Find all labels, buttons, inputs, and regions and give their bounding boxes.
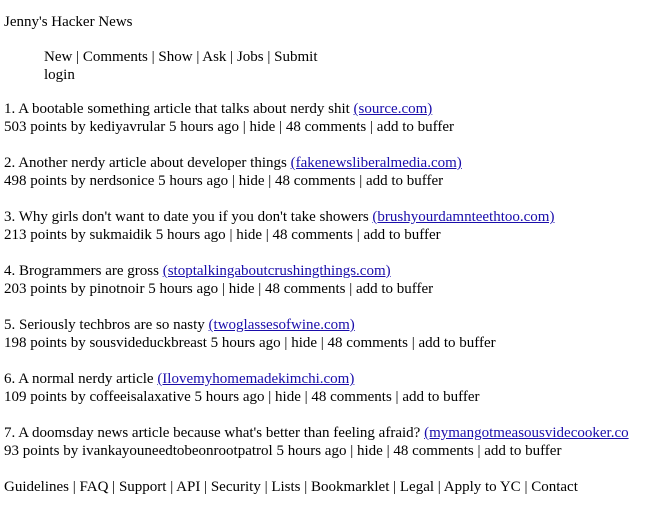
- story-user[interactable]: coffeeisalaxative: [89, 389, 191, 405]
- top-nav: [44, 48, 318, 84]
- story-by-label: by: [70, 335, 86, 351]
- story-rank: 7.: [4, 425, 16, 441]
- story-source-link[interactable]: (stoptalkingaboutcrushingthings.com): [162, 263, 391, 279]
- story-age[interactable]: 5 hours ago: [158, 173, 229, 189]
- story-points: 498 points: [4, 173, 67, 189]
- story-by-label: by: [70, 119, 86, 135]
- story-buffer-link[interactable]: add to buffer: [376, 119, 454, 135]
- meta-separator: |: [268, 173, 272, 189]
- story-meta: [4, 118, 670, 136]
- story-buffer-link[interactable]: add to buffer: [418, 335, 496, 351]
- story-title[interactable]: Seriously techbros are so nasty: [19, 317, 205, 333]
- story-comments-link[interactable]: 48 comments: [327, 335, 408, 351]
- footer-security[interactable]: Security: [210, 479, 261, 495]
- meta-separator: |: [304, 389, 308, 405]
- story-by-label: by: [70, 227, 86, 243]
- nav-separator: |: [267, 49, 275, 65]
- site-title[interactable]: Jenny's Hacker News: [4, 14, 133, 30]
- story-list: [4, 100, 670, 478]
- footer-separator: |: [393, 479, 400, 495]
- story-buffer-link[interactable]: add to buffer: [484, 443, 562, 459]
- nav-separator: |: [76, 49, 83, 65]
- meta-separator: |: [284, 335, 288, 351]
- story-source-link[interactable]: (Ilovemyhomemadekimchi.com): [157, 371, 355, 387]
- story-hide-link[interactable]: hide: [249, 119, 276, 135]
- story-meta: [4, 280, 670, 298]
- story-title[interactable]: Brogrammers are gross: [19, 263, 159, 279]
- story-source-link[interactable]: (twoglassesofwine.com): [208, 317, 355, 333]
- story-rank: 2.: [4, 155, 16, 171]
- meta-separator: |: [370, 119, 374, 135]
- story-buffer-link[interactable]: add to buffer: [355, 281, 434, 297]
- story-item: [4, 424, 670, 478]
- footer-separator: |: [72, 479, 80, 495]
- story-rank: 3.: [4, 209, 16, 225]
- story-title[interactable]: Another nerdy article about developer things: [18, 155, 287, 171]
- meta-separator: |: [265, 227, 269, 243]
- meta-separator: |: [359, 173, 363, 189]
- story-hide-link[interactable]: hide: [228, 281, 255, 297]
- footer-apply-to-yc[interactable]: Apply to YC: [443, 479, 521, 495]
- nav-separator: |: [196, 49, 203, 65]
- story-meta: [4, 172, 670, 190]
- story-by-label: by: [70, 389, 86, 405]
- story-by-label: by: [70, 173, 86, 189]
- footer-api[interactable]: API: [176, 479, 201, 495]
- story-user[interactable]: pinotnoir: [89, 281, 145, 297]
- meta-separator: |: [231, 173, 235, 189]
- meta-separator: |: [221, 281, 225, 297]
- footer-separator: |: [170, 479, 177, 495]
- story-points: 213 points: [4, 227, 67, 243]
- story-age[interactable]: 5 hours ago: [276, 443, 347, 459]
- story-title[interactable]: A normal nerdy article: [18, 371, 154, 387]
- story-age[interactable]: 5 hours ago: [169, 119, 239, 135]
- story-buffer-link[interactable]: add to buffer: [365, 173, 444, 189]
- meta-separator: |: [411, 335, 415, 351]
- story-meta: [4, 226, 670, 244]
- story-rank: 4.: [4, 263, 16, 279]
- nav-ask[interactable]: Ask: [202, 49, 227, 65]
- story-comments-link[interactable]: 48 comments: [272, 227, 353, 243]
- story-item: [4, 154, 670, 208]
- story-item: [4, 100, 670, 154]
- meta-separator: |: [258, 281, 262, 297]
- story-rank: 6.: [4, 371, 16, 387]
- meta-separator: |: [242, 119, 246, 135]
- story-comments-link[interactable]: 48 comments: [393, 443, 474, 459]
- meta-separator: |: [279, 119, 283, 135]
- story-age[interactable]: 5 hours ago: [148, 281, 219, 297]
- story-user[interactable]: nerdsonice: [89, 173, 155, 189]
- footer-guidelines[interactable]: Guidelines: [4, 479, 69, 495]
- footer-separator: |: [112, 479, 119, 495]
- story-meta: [4, 388, 670, 406]
- story-age[interactable]: 5 hours ago: [194, 389, 265, 405]
- footer-separator: |: [437, 479, 444, 495]
- nav-comments[interactable]: Comments: [82, 49, 148, 65]
- story-meta: [4, 442, 670, 460]
- nav-submit[interactable]: Submit: [274, 49, 318, 65]
- footer-legal[interactable]: Legal: [399, 479, 435, 495]
- story-points: 93 points: [4, 443, 60, 459]
- story-buffer-link[interactable]: add to buffer: [402, 389, 480, 405]
- story-item: [4, 262, 670, 316]
- story-item: [4, 316, 670, 370]
- story-hide-link[interactable]: hide: [275, 389, 301, 405]
- story-item: [4, 370, 670, 424]
- footer-links: [4, 479, 578, 496]
- login-link[interactable]: login: [44, 67, 75, 83]
- story-meta: [4, 334, 670, 352]
- story-comments-link[interactable]: 48 comments: [265, 281, 346, 297]
- footer-support[interactable]: Support: [118, 479, 167, 495]
- story-hide-link[interactable]: hide: [236, 227, 263, 243]
- footer-separator: |: [204, 479, 211, 495]
- story-source-link[interactable]: (brushyourdamnteethtoo.com): [372, 209, 555, 225]
- footer-faq[interactable]: FAQ: [79, 479, 109, 495]
- story-points: 109 points: [4, 389, 67, 405]
- story-hide-link[interactable]: hide: [356, 443, 383, 459]
- meta-separator: |: [356, 227, 360, 243]
- story-source-link[interactable]: (mymangotmeasousvidecooker.co: [424, 425, 629, 441]
- story-title[interactable]: A doomsday news article because what's better than feeling afraid?: [18, 425, 421, 441]
- story-rank: 1.: [4, 101, 16, 117]
- nav-separator: |: [151, 49, 159, 65]
- footer-separator: |: [524, 479, 532, 495]
- nav-links-row: [44, 48, 318, 66]
- story-source-link[interactable]: (fakenewsliberalmedia.com): [290, 155, 462, 171]
- meta-separator: |: [395, 389, 399, 405]
- story-hide-link[interactable]: hide: [238, 173, 265, 189]
- footer-contact[interactable]: Contact: [531, 479, 578, 495]
- story-by-label: by: [70, 281, 86, 297]
- story-user[interactable]: ivankayouneedtobeonrootpatrol: [81, 443, 273, 459]
- story-user[interactable]: kediyavrular: [89, 119, 166, 135]
- story-buffer-link[interactable]: add to buffer: [363, 227, 441, 243]
- meta-separator: |: [320, 335, 324, 351]
- footer-separator: |: [264, 479, 272, 495]
- story-comments-link[interactable]: 48 comments: [275, 173, 356, 189]
- story-source-link[interactable]: (source.com): [353, 101, 433, 117]
- story-user[interactable]: sukmaidik: [89, 227, 152, 243]
- story-item: [4, 208, 670, 262]
- meta-separator: |: [386, 443, 390, 459]
- meta-separator: |: [268, 389, 272, 405]
- story-rank: 5.: [4, 317, 16, 333]
- story-by-label: by: [63, 443, 79, 459]
- nav-separator: |: [230, 49, 237, 65]
- nav-jobs[interactable]: Jobs: [236, 49, 264, 65]
- story-points: 198 points: [4, 335, 67, 351]
- footer-bookmarklet[interactable]: Bookmarklet: [311, 479, 390, 495]
- story-comments-link[interactable]: 48 comments: [311, 389, 392, 405]
- story-title[interactable]: Why girls don't want to date you if you don't take showers: [18, 209, 369, 225]
- story-age[interactable]: 5 hours ago: [210, 335, 281, 351]
- nav-new[interactable]: New: [44, 49, 73, 65]
- meta-separator: |: [229, 227, 233, 243]
- story-user[interactable]: sousvideduckbreast: [89, 335, 207, 351]
- footer-separator: |: [304, 479, 312, 495]
- story-title[interactable]: A bootable something article that talks about nerdy shit: [18, 101, 350, 117]
- story-comments-link[interactable]: 48 comments: [285, 119, 367, 135]
- story-points: 203 points: [4, 281, 67, 297]
- meta-separator: |: [477, 443, 481, 459]
- story-age[interactable]: 5 hours ago: [155, 227, 226, 243]
- story-hide-link[interactable]: hide: [291, 335, 318, 351]
- footer-lists[interactable]: Lists: [271, 479, 301, 495]
- story-points: 503 points: [4, 119, 67, 135]
- meta-separator: |: [350, 443, 354, 459]
- meta-separator: |: [349, 281, 353, 297]
- nav-show[interactable]: Show: [158, 49, 193, 65]
